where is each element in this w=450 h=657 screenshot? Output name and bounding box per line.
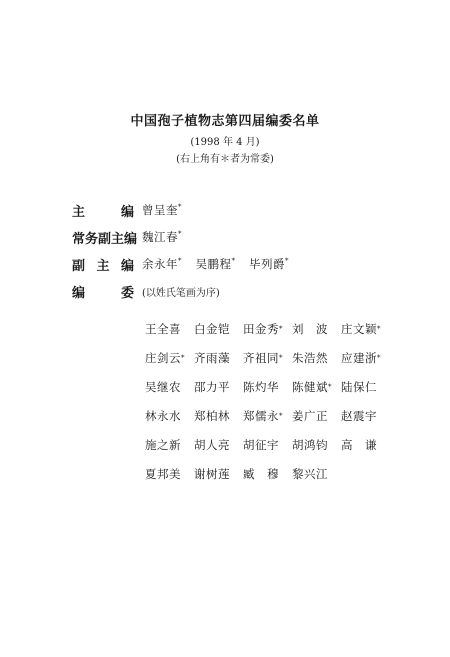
role-label: 副主编 (72, 258, 134, 274)
committee-member (292, 372, 341, 401)
officer-name (142, 229, 182, 245)
person-name: 毕列爵 (249, 257, 285, 271)
committee-member (145, 430, 194, 459)
committee-member (243, 401, 292, 430)
person-name: 赵震宇 (341, 408, 377, 423)
person-name: 白金铠 (194, 321, 230, 336)
person-name: 臧 穆 (243, 466, 279, 481)
person-name: 施之新 (145, 437, 181, 452)
standing-member-mark: * (377, 324, 381, 333)
person-name: 齐祖同 (243, 350, 279, 365)
committee-member (145, 459, 194, 488)
person-name: 庄剑云 (145, 350, 181, 365)
ordering-note: (以姓氏笔画为序) (142, 287, 220, 299)
standing-member-mark: * (377, 353, 381, 362)
committee-member (194, 372, 243, 401)
committee-member (243, 430, 292, 459)
committee-member (243, 314, 292, 343)
role-names (142, 229, 182, 245)
person-name: 曾呈奎 (142, 203, 178, 217)
person-name: 刘 波 (292, 321, 328, 336)
officer-name (196, 256, 236, 272)
person-name: 邵力平 (194, 379, 230, 394)
standing-member-mark: * (279, 411, 283, 420)
person-name: 黎兴江 (292, 466, 328, 481)
officer-name (249, 256, 289, 272)
standing-member-mark: * (279, 353, 283, 362)
standing-member-mark: * (178, 203, 182, 211)
person-name: 齐雨藻 (194, 350, 230, 365)
person-name: 高 谦 (341, 437, 377, 452)
standing-committee-note: (右上角有＊者为常委) (176, 154, 274, 165)
person-name: 谢树莲 (194, 466, 230, 481)
role-committee (72, 283, 220, 299)
person-name: 郑儒永 (243, 408, 279, 423)
committee-member (194, 314, 243, 343)
committee-member (145, 314, 194, 343)
person-name: 吴继农 (145, 379, 181, 394)
role-label: 主编 (72, 204, 134, 220)
publication-date: (1998 年 4 月) (190, 137, 260, 148)
person-name: 田金秀 (243, 321, 279, 336)
standing-member-mark: * (181, 353, 185, 362)
standing-member-mark: * (231, 257, 235, 265)
person-name: 庄文颖 (341, 321, 377, 336)
person-name: 陈健斌 (292, 379, 328, 394)
person-name: 魏江春 (142, 230, 178, 244)
person-name: 吴鹏程 (195, 257, 232, 271)
role-label: 编委 (72, 285, 134, 301)
committee-member (243, 372, 292, 401)
committee-member (145, 372, 194, 401)
person-name: 林永水 (145, 408, 181, 423)
committee-member (194, 343, 243, 372)
person-name: 陆保仁 (341, 379, 377, 394)
committee-member-list (145, 314, 390, 488)
committee-member (292, 314, 341, 343)
person-name: 胡征宇 (243, 437, 279, 452)
officer-name (142, 202, 182, 218)
standing-member-mark: * (178, 257, 182, 265)
committee-member (194, 459, 243, 488)
role-names (142, 256, 289, 272)
person-name: 王全喜 (145, 321, 181, 336)
committee-member (292, 343, 341, 372)
committee-member (243, 459, 292, 488)
person-name: 陈灼华 (243, 379, 279, 394)
committee-member (292, 430, 341, 459)
committee-member (341, 372, 390, 401)
person-name: 胡鸿钧 (292, 437, 328, 452)
standing-member-mark: * (328, 382, 332, 391)
standing-member-mark: * (279, 324, 283, 333)
committee-member (145, 343, 194, 372)
committee-member (341, 343, 390, 372)
person-name: 夏邦美 (145, 466, 181, 481)
role-deputy-editor (72, 256, 289, 272)
committee-member (292, 401, 341, 430)
standing-member-mark: * (285, 257, 289, 265)
person-name: 胡人亮 (194, 437, 230, 452)
committee-member (194, 430, 243, 459)
role-editor-in-chief (72, 202, 182, 218)
committee-member (292, 459, 341, 488)
committee-member (341, 430, 390, 459)
page-title: 中国孢子植物志第四届编委名单 (130, 114, 320, 129)
officer-name (142, 256, 182, 272)
committee-member (243, 343, 292, 372)
committee-member (341, 401, 390, 430)
person-name: 郑柏林 (194, 408, 230, 423)
committee-member (341, 314, 390, 343)
committee-member (145, 401, 194, 430)
person-name: 姜广正 (292, 408, 328, 423)
person-name: 余永年 (142, 257, 178, 271)
person-name: 应建浙 (341, 350, 377, 365)
person-name: 朱浩然 (292, 350, 328, 365)
committee-member (194, 401, 243, 430)
role-names (142, 202, 182, 218)
role-label: 常务副主编 (72, 231, 138, 247)
standing-member-mark: * (178, 230, 182, 238)
role-executive-deputy-editor (72, 229, 182, 245)
